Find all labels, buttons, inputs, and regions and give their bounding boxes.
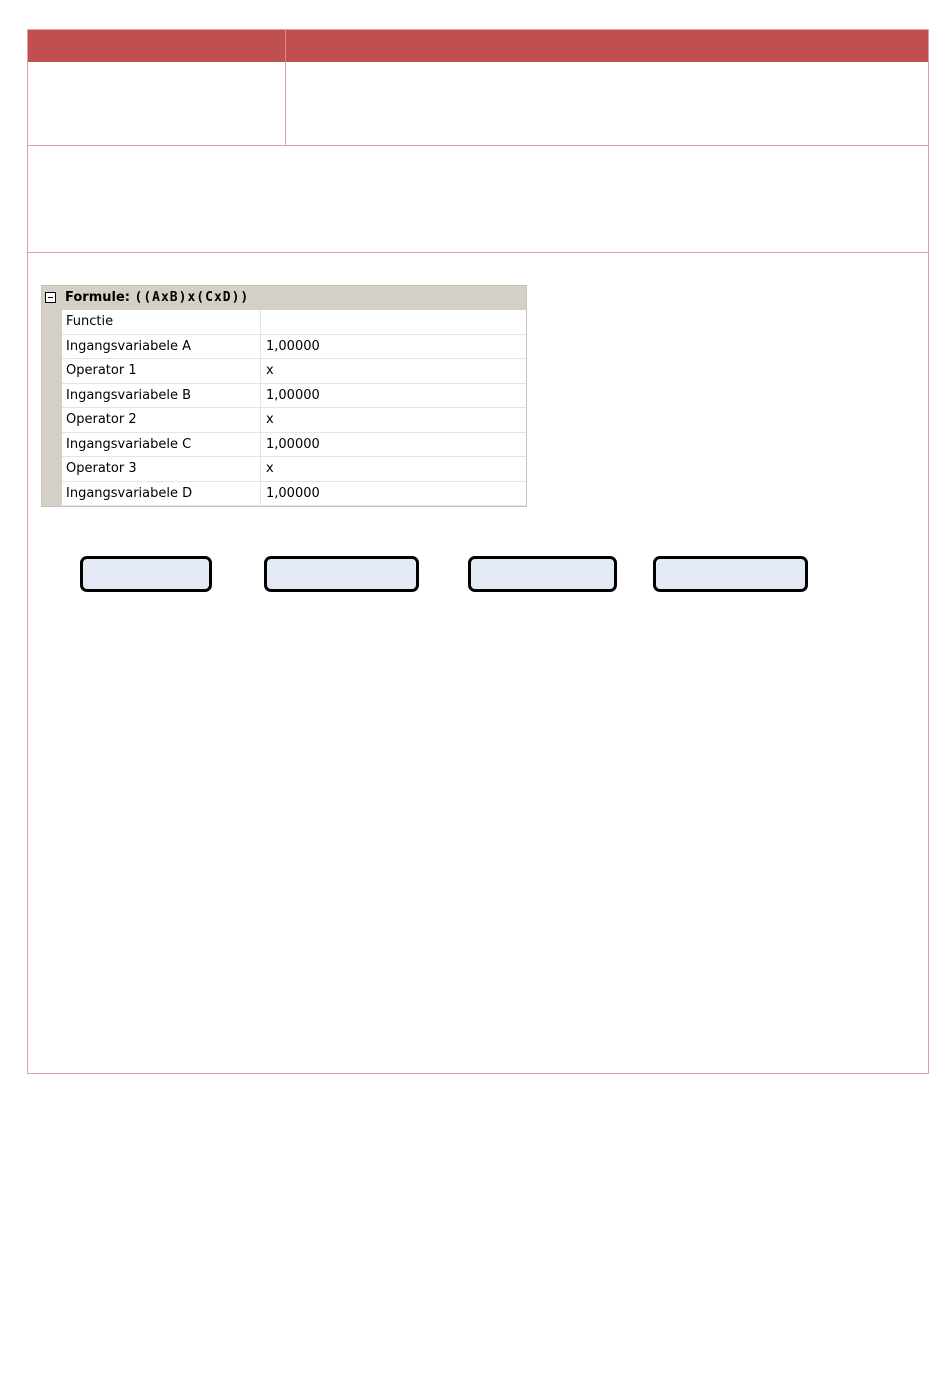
property-value[interactable]: 1,00000 — [266, 485, 320, 501]
property-value[interactable]: x — [266, 461, 274, 476]
property-grid-gutter — [42, 310, 62, 506]
property-grid-rows — [62, 310, 526, 506]
property-value[interactable]: 1,00000 — [266, 338, 320, 354]
row-divider — [28, 145, 928, 146]
category-title — [65, 290, 249, 305]
header-column-divider — [285, 30, 286, 62]
collapse-toggle-icon[interactable] — [45, 292, 56, 303]
category-prefix: Formule: — [65, 290, 130, 305]
formula-text: ((AxB)x(CxD)) — [134, 290, 250, 305]
property-value[interactable]: x — [266, 363, 274, 378]
property-name: Ingangsvariabele B — [66, 387, 192, 403]
property-name: Ingangsvariabele A — [66, 338, 192, 354]
property-value[interactable]: 1,00000 — [266, 387, 320, 403]
document-table — [27, 29, 929, 1074]
input-box-3[interactable] — [468, 556, 617, 592]
row-divider — [28, 252, 928, 253]
property-name: Functie — [66, 314, 114, 329]
property-value[interactable]: x — [266, 412, 274, 427]
input-box-1[interactable] — [80, 556, 212, 592]
property-row-operator-2[interactable] — [62, 408, 526, 433]
property-row-operator-3[interactable] — [62, 457, 526, 482]
input-box-2[interactable] — [264, 556, 419, 592]
row-column-divider — [285, 62, 286, 145]
property-row-ingangsvariabele-b[interactable] — [62, 384, 526, 409]
table-header-bar — [28, 30, 928, 62]
property-name: Operator 1 — [66, 363, 137, 378]
property-row-ingangsvariabele-a[interactable] — [62, 335, 526, 360]
property-row-ingangsvariabele-d[interactable] — [62, 482, 526, 507]
property-row-ingangsvariabele-c[interactable] — [62, 433, 526, 458]
property-grid — [41, 285, 527, 507]
property-name: Operator 3 — [66, 461, 137, 476]
property-value[interactable]: 1,00000 — [266, 436, 320, 452]
property-row-operator-1[interactable] — [62, 359, 526, 384]
input-box-4[interactable] — [653, 556, 808, 592]
property-name: Ingangsvariabele D — [66, 485, 193, 501]
property-row-functie[interactable] — [62, 310, 526, 335]
property-name: Ingangsvariabele C — [66, 436, 192, 452]
property-grid-category[interactable] — [42, 286, 526, 310]
property-name: Operator 2 — [66, 412, 137, 427]
